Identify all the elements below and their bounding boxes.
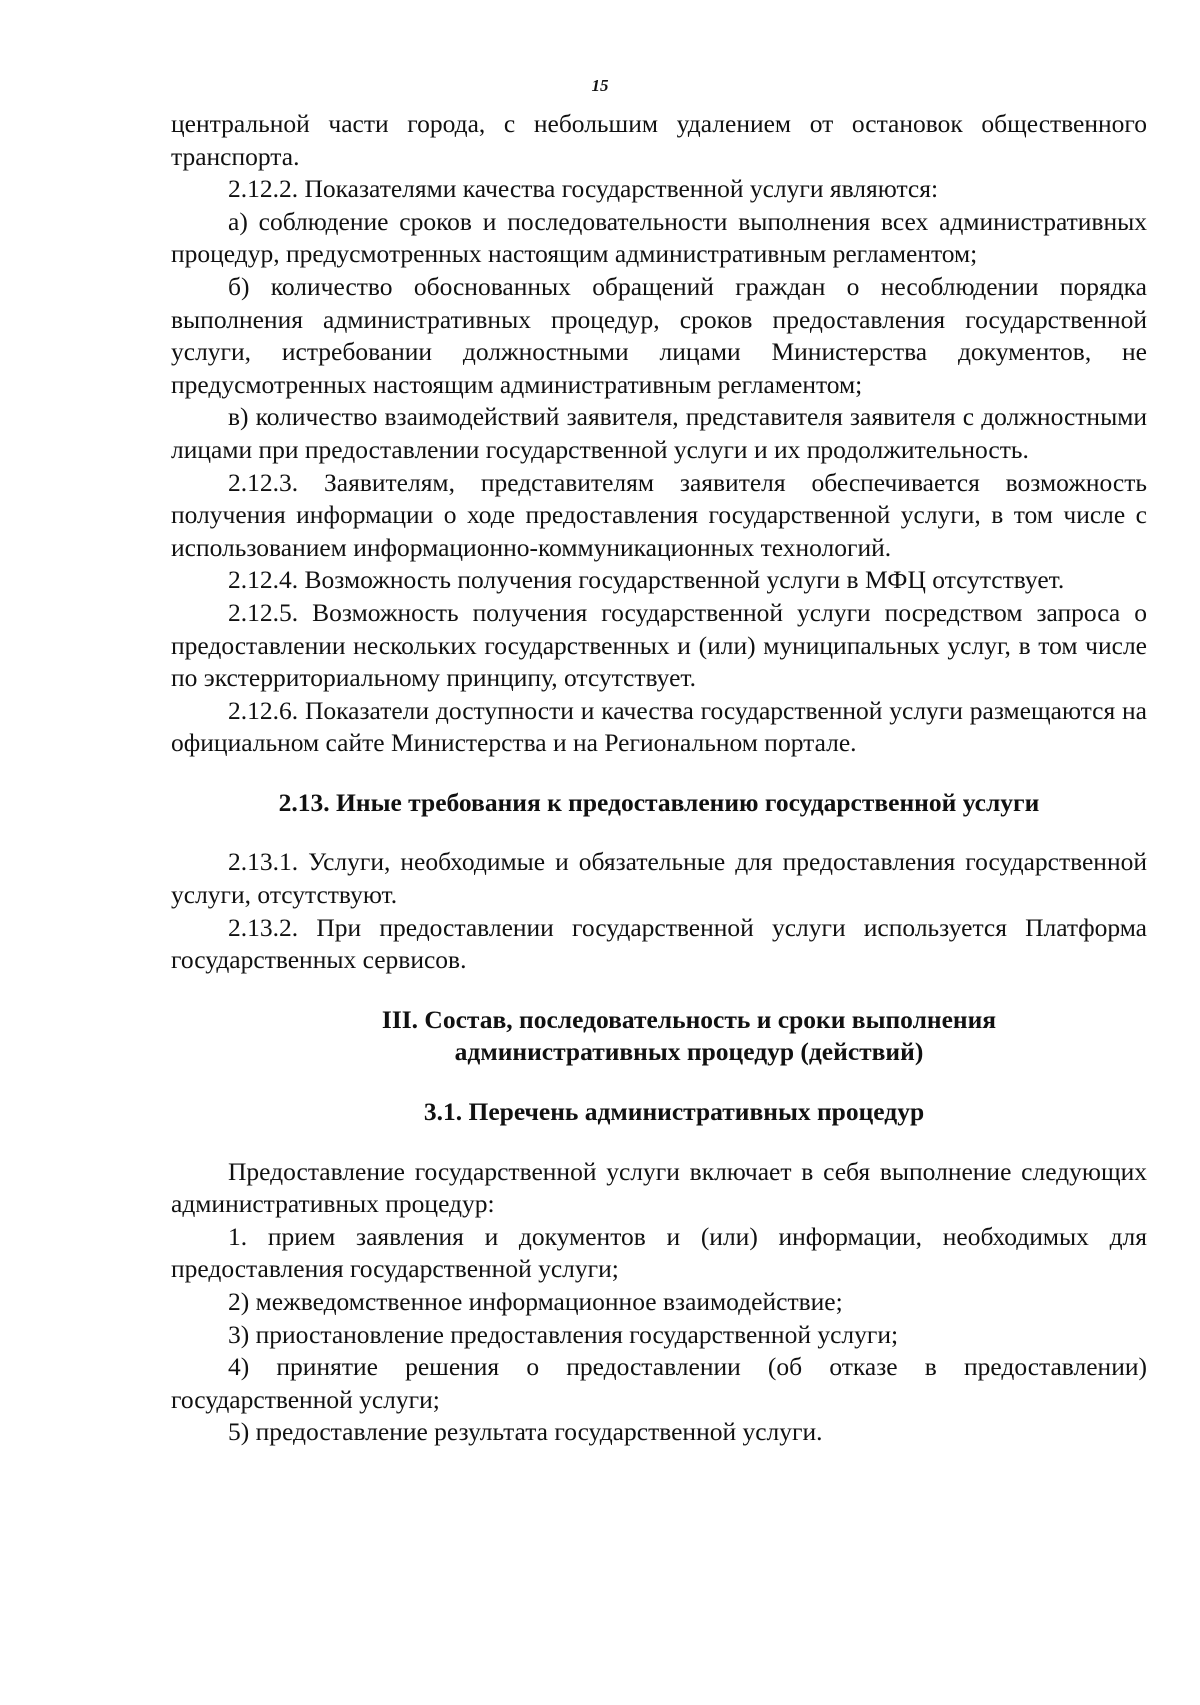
paragraph-2-12-2: 2.12.2. Показателями качества государственной услуги являются: (228, 174, 939, 204)
heading-section-iii-line-1: III. Состав, последовательность и сроки выполнения (381, 1004, 997, 1034)
list-item-v: в) количество взаимодействий заявителя, представителя заявителя с должностными лицами при предоставлении государственной услуги и их продолжительность. (171, 402, 1147, 464)
procedure-item-5: 5) предоставление результата государственной услуги. (228, 1417, 823, 1447)
paragraph-2-12-3: 2.12.3. Заявителям, представителям заявителя обеспечивается возможность получения информации о ходе предоставления государственной услуги, в том числе с использованием информационно-коммуникационных технологий. (171, 467, 1147, 562)
paragraph-2-13-2: 2.13.2. При предоставлении государственной услуги используется Платформа государственных сервисов. (171, 912, 1147, 975)
heading-section-iii-line-2: административных процедур (действий) (454, 1037, 924, 1067)
paragraph-procedures-intro: Предоставление государственной услуги включает в себя выполнение следующих административных процедур: (171, 1156, 1147, 1219)
paragraph-2-13-1: 2.13.1. Услуги, необходимые и обязательные для предоставления государственной услуги, отсутствуют. (171, 847, 1147, 910)
paragraph-2-12-4: 2.12.4. Возможность получения государственной услуги в МФЦ отсутствует. (228, 565, 1065, 595)
procedure-item-4: 4) принятие решения о предоставлении (об отказе в предоставлении) государственной услуги; (171, 1352, 1147, 1414)
paragraph-2-12-5: 2.12.5. Возможность получения государственной услуги посредством запроса о предоставлении нескольких государственных и (или) муниципальных услуг, в том числе по экстерриториальному принципу, отсутствует. (171, 597, 1147, 693)
document-body (171, 108, 1147, 1449)
procedure-item-2: 2) межведомственное информационное взаимодействие; (228, 1287, 843, 1316)
page-number: 15 (591, 76, 609, 95)
list-item-a: а) соблюдение сроков и последовательности выполнения всех административных процедур, предусмотренных настоящим административным регламентом; (171, 206, 1147, 269)
heading-3-1: 3.1. Перечень административных процедур (423, 1097, 925, 1127)
heading-2-13: 2.13. Иные требования к предоставлению государственной услуги (278, 787, 1040, 817)
procedure-item-1: 1. прием заявления и документов и (или) информации, необходимых для предоставления государственной услуги; (171, 1221, 1147, 1284)
procedure-item-3: 3) приостановление предоставления государственной услуги; (228, 1319, 899, 1349)
paragraph-continuation: центральной части города, с небольшим удалением от остановок общественного транспорта. (171, 109, 1147, 171)
heading-section-iii (171, 1004, 1147, 1069)
paragraph-2-12-6: 2.12.6. Показатели доступности и качества государственной услуги размещаются на официальном сайте Министерства и на Региональном портале. (171, 695, 1147, 758)
list-item-b: б) количество обоснованных обращений граждан о несоблюдении порядка выполнения административных процедур, сроков предоставления государственной услуги, истребовании должностными лицами Министерства документов, не предусмотренных настоящим административным регламентом; (171, 271, 1147, 399)
